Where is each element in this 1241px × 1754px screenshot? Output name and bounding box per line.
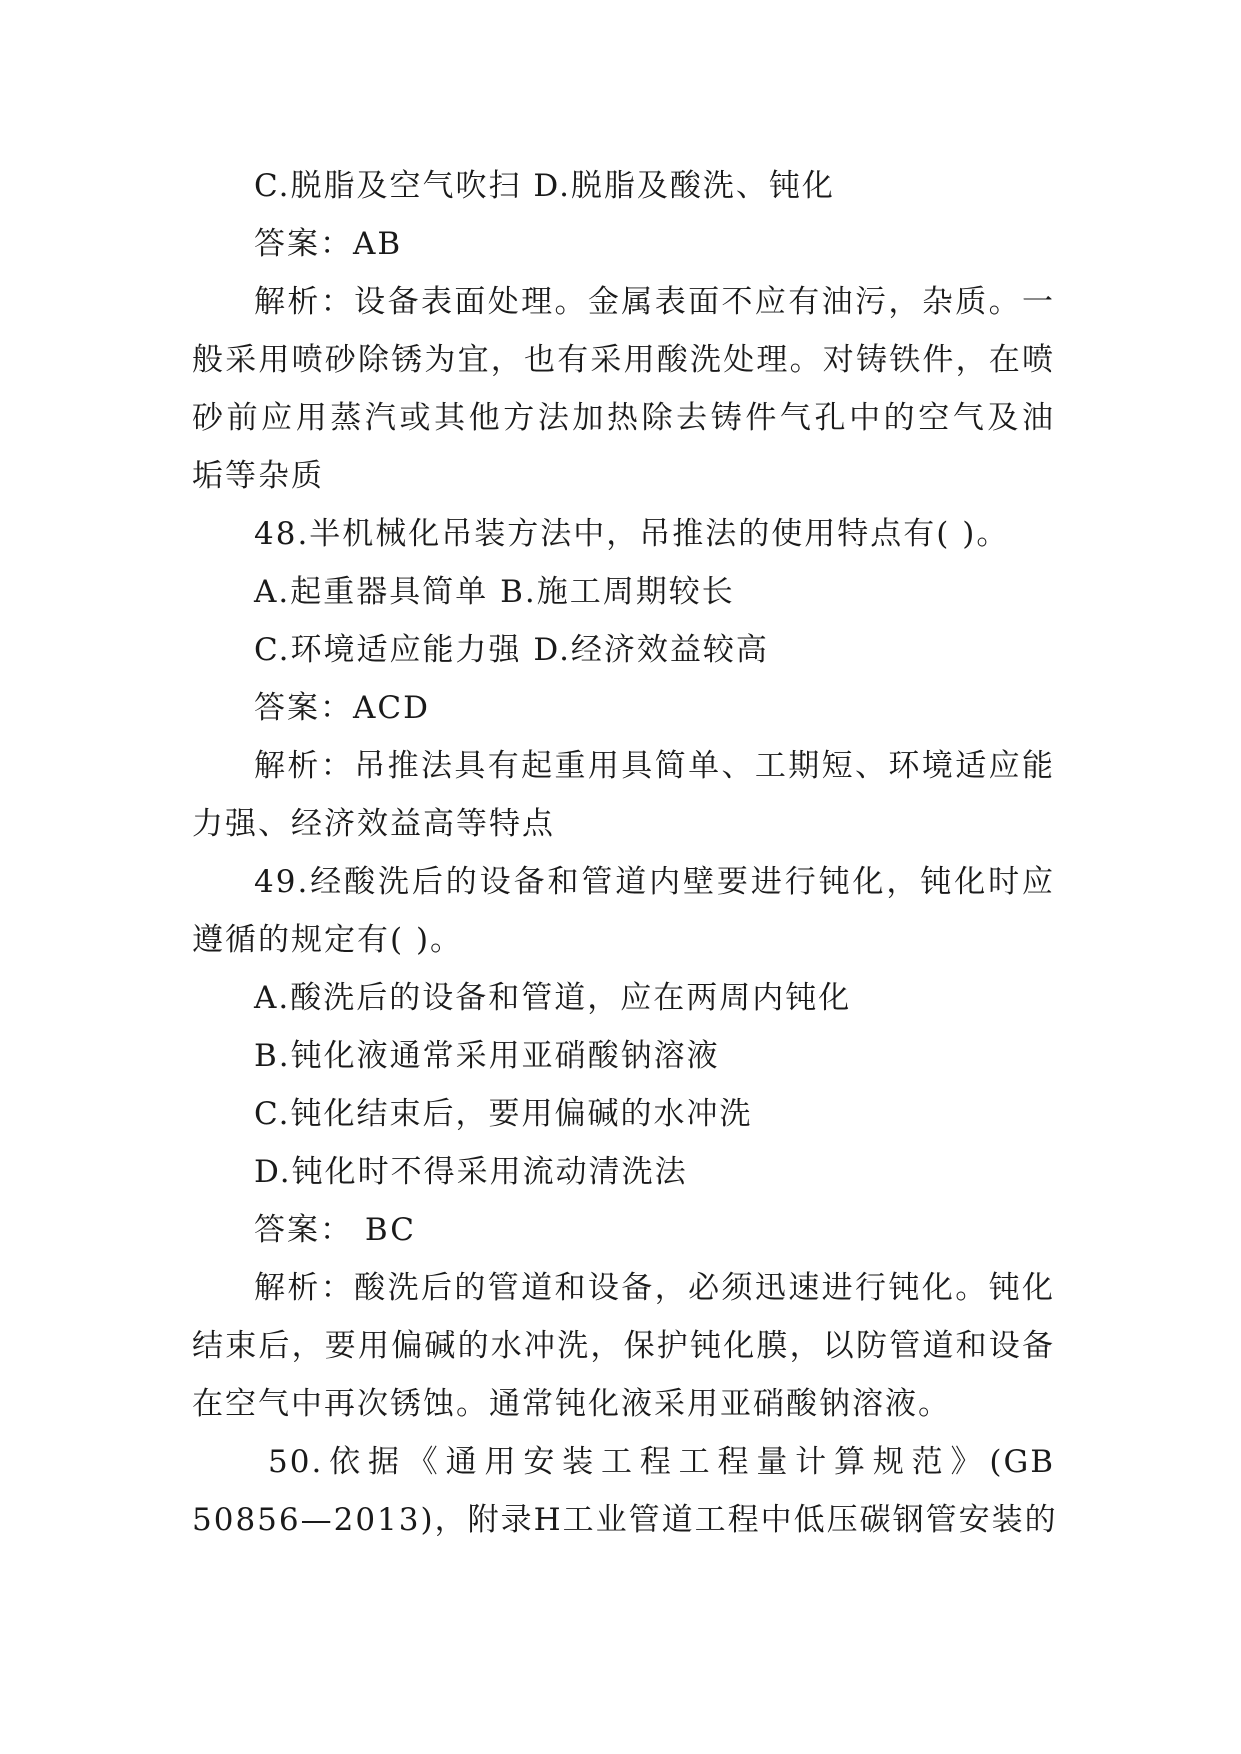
question-50-line-1: 50.依据《通用安装工程工程量计算规范》(GB (268, 1444, 1055, 1480)
question-48: 48.半机械化吊装方法中，吊推法的使用特点有( )。 (254, 516, 1010, 552)
analysis-line-48-1: 解析：吊推法具有起重用具简单、工期短、环境适应能 (254, 748, 1055, 784)
answer-line-49: 答案： BC (254, 1212, 416, 1248)
question-49-line-1: 49.经酸洗后的设备和管道内壁要进行钝化，钝化时应 (254, 864, 1055, 900)
option-line-48-cd: C.环境适应能力强 D.经济效益较高 (254, 632, 769, 668)
option-line-48-ab: A.起重器具简单 B.施工周期较长 (254, 574, 735, 610)
option-line-47-cd: C.脱脂及空气吹扫 D.脱脂及酸洗、钝化 (254, 168, 835, 204)
analysis-line-47-3: 砂前应用蒸汽或其他方法加热除去铸件气孔中的空气及油 (192, 400, 1055, 436)
document-body (192, 157, 1058, 1549)
answer-line-48: 答案：ACD (254, 690, 430, 726)
option-49-a: A.酸洗后的设备和管道，应在两周内钝化 (254, 980, 852, 1016)
question-50-line-2: 50856—2013)，附录H工业管道工程中低压碳钢管安装的 (192, 1502, 1058, 1538)
option-49-c: C.钝化结束后，要用偏碱的水冲洗 (254, 1096, 753, 1132)
question-49-line-2: 遵循的规定有( )。 (192, 922, 464, 958)
analysis-line-49-2: 结束后，要用偏碱的水冲洗，保护钝化膜，以防管道和设备 (192, 1328, 1055, 1364)
analysis-line-49-1: 解析：酸洗后的管道和设备，必须迅速进行钝化。钝化 (254, 1270, 1055, 1306)
option-49-d: D.钝化时不得采用流动清洗法 (254, 1154, 688, 1190)
analysis-line-49-3: 在空气中再次锈蚀。通常钝化液采用亚硝酸钠溶液。 (192, 1386, 951, 1422)
answer-line-47: 答案：AB (254, 226, 403, 262)
analysis-line-47-4: 垢等杂质 (192, 458, 324, 494)
option-49-b: B.钝化液通常采用亚硝酸钠溶液 (254, 1038, 720, 1074)
analysis-line-48-2: 力强、经济效益高等特点 (192, 806, 555, 842)
analysis-line-47-2: 般采用喷砂除锈为宜，也有采用酸洗处理。对铸铁件，在喷 (192, 342, 1055, 378)
analysis-line-47-1: 解析：设备表面处理。金属表面不应有油污，杂质。一 (254, 284, 1055, 320)
